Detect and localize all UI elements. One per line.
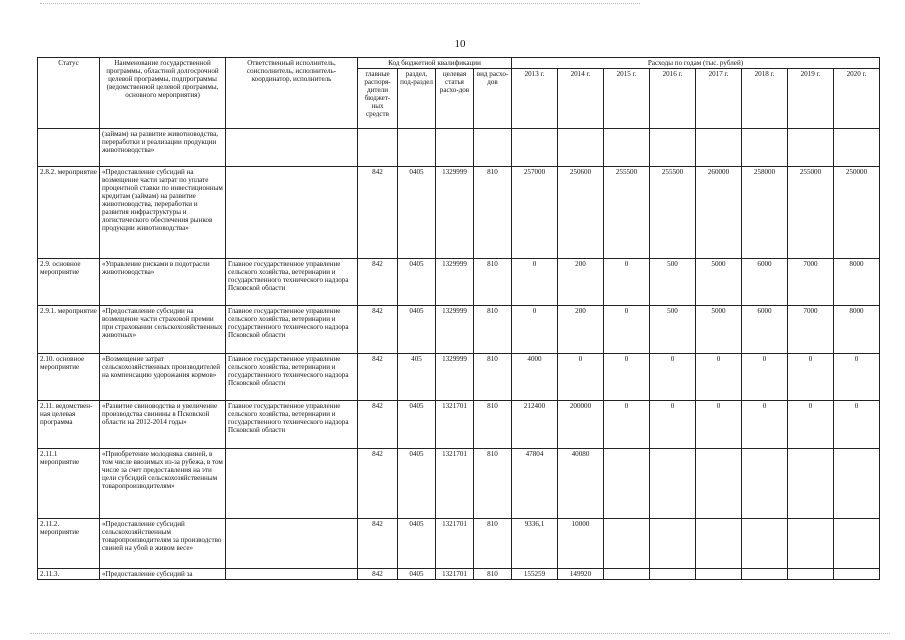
row-value [788, 519, 834, 569]
row-name: «Приобретение молодняка свиней, в том числе ввозимых из-за рубежа, в том числе за счет предоставления на эти цели субсидий сельскохозяйственным товаропроизводителям» [100, 449, 226, 519]
row-value: 255500 [650, 167, 696, 259]
row-status [38, 129, 100, 167]
row-value: 255500 [604, 167, 650, 259]
row-value [604, 519, 650, 569]
row-value [788, 129, 834, 167]
row-value: 0 [742, 354, 788, 401]
row-value: 500 [650, 259, 696, 306]
row-executor: Главное государственное управление сельского хозяйства, ветеринарии и государственного технического надзора Псковской области [226, 259, 358, 306]
row-grbs: 842 [358, 569, 398, 580]
row-value [742, 519, 788, 569]
header-year: 2017 г. [696, 69, 742, 129]
row-section [398, 129, 436, 167]
row-value [834, 129, 880, 167]
row-value: 212400 [512, 401, 558, 449]
row-value: 500 [650, 306, 696, 354]
row-value: 8000 [834, 306, 880, 354]
row-value [650, 569, 696, 580]
table-row [38, 306, 880, 354]
header-target-article: целевая статья расхо-дов [436, 69, 474, 129]
row-value: 7000 [788, 259, 834, 306]
row-type: 810 [474, 306, 512, 354]
row-name: «Предоставление субсидий на возмещение части затрат по уплате процентной ставки по инвестиционным кредитам (займам) на развитие животноводства, переработки и развития инфраструктуры и логистического обеспечения рынков продукции животноводства» [100, 167, 226, 259]
row-section: 0405 [398, 259, 436, 306]
row-value: 6000 [742, 306, 788, 354]
row-value: 0 [512, 306, 558, 354]
row-value [650, 519, 696, 569]
row-value: 0 [512, 259, 558, 306]
row-value: 200000 [558, 401, 604, 449]
table-row [38, 519, 880, 569]
row-value: 260000 [696, 167, 742, 259]
row-article: 1329999 [436, 167, 474, 259]
table-row [38, 129, 880, 167]
header-status: Статус [38, 58, 100, 129]
row-value [742, 449, 788, 519]
row-value [834, 449, 880, 519]
row-name: «Возмещение затрат сельскохозяйственных производителей на компенсацию удорожания кормов» [100, 354, 226, 401]
table-row [38, 354, 880, 401]
header-expenses: Расходы по годам (тыс. рублей) [512, 58, 880, 69]
header-executor: Ответственный исполнитель, соисполнитель, исполнитель-координатор, исполнитель [226, 58, 358, 129]
row-value [834, 519, 880, 569]
row-value: 0 [558, 354, 604, 401]
row-value [742, 569, 788, 580]
row-value [742, 129, 788, 167]
row-grbs [358, 129, 398, 167]
row-article: 1321701 [436, 569, 474, 580]
row-article: 1329999 [436, 306, 474, 354]
row-executor [226, 449, 358, 519]
row-value: 0 [604, 401, 650, 449]
header-section: раздел, под-раздел [398, 69, 436, 129]
row-type: 810 [474, 449, 512, 519]
row-value: 155259 [512, 569, 558, 580]
row-grbs: 842 [358, 306, 398, 354]
row-value [558, 129, 604, 167]
row-status: 2.10. основное мероприятие [38, 354, 100, 401]
row-value [604, 569, 650, 580]
header-grbs: главные распоря-дители бюджет-ных средств [358, 69, 398, 129]
table-row [38, 167, 880, 259]
row-value: 200 [558, 306, 604, 354]
row-section: 405 [398, 354, 436, 401]
row-value: 4000 [512, 354, 558, 401]
row-value [604, 449, 650, 519]
row-value: 0 [742, 401, 788, 449]
row-value: 8000 [834, 259, 880, 306]
row-value: 149920 [558, 569, 604, 580]
row-name: «Предоставление субсидий за [100, 569, 226, 580]
row-value: 0 [604, 259, 650, 306]
row-executor: Главное государственное управление сельского хозяйства, ветеринарии и государственного технического надзора Псковской области [226, 401, 358, 449]
row-status: 2.11.2. мероприятие [38, 519, 100, 569]
row-status: 2.11.1 мероприятие [38, 449, 100, 519]
header-name: Наименование государственной программы, областной долгосрочной целевой программы, подпрограммы (ведомственной целевой программы, основного мероприятия) [100, 58, 226, 129]
row-value: 9336,1 [512, 519, 558, 569]
row-value: 0 [604, 354, 650, 401]
header-year: 2016 г. [650, 69, 696, 129]
table-row [38, 259, 880, 306]
row-value [650, 449, 696, 519]
row-status: 2.9. основное мероприятие [38, 259, 100, 306]
row-section: 0405 [398, 306, 436, 354]
row-article: 1321701 [436, 401, 474, 449]
row-value [788, 569, 834, 580]
row-type: 810 [474, 519, 512, 569]
row-article: 1329999 [436, 354, 474, 401]
row-article: 1321701 [436, 449, 474, 519]
row-value [512, 129, 558, 167]
row-value: 0 [650, 354, 696, 401]
row-type [474, 129, 512, 167]
row-section: 0405 [398, 569, 436, 580]
row-executor: Главное государственное управление сельского хозяйства, ветеринарии и государственного технического надзора Псковской области [226, 306, 358, 354]
row-grbs: 842 [358, 449, 398, 519]
row-grbs: 842 [358, 259, 398, 306]
row-grbs: 842 [358, 401, 398, 449]
row-value [834, 569, 880, 580]
row-value: 255000 [788, 167, 834, 259]
row-value: 200 [558, 259, 604, 306]
row-name: «Предоставление субсидии на возмещение части страховой премии при страховании сельскохозяйственных животных» [100, 306, 226, 354]
page-number: 10 [454, 38, 466, 50]
row-value: 0 [834, 401, 880, 449]
row-article: 1329999 [436, 259, 474, 306]
row-type: 810 [474, 354, 512, 401]
header-year: 2013 г. [512, 69, 558, 129]
table-row [38, 449, 880, 519]
row-section: 0405 [398, 401, 436, 449]
row-value [696, 519, 742, 569]
row-value: 257000 [512, 167, 558, 259]
row-grbs: 842 [358, 354, 398, 401]
row-name: (займам) на развитие животноводства, переработки и реализации продукции животноводства» [100, 129, 226, 167]
row-value: 5000 [696, 259, 742, 306]
row-executor [226, 519, 358, 569]
row-type: 810 [474, 569, 512, 580]
row-value: 0 [696, 401, 742, 449]
row-value: 5000 [696, 306, 742, 354]
row-type: 810 [474, 259, 512, 306]
row-name: «Развитие свиноводства и увеличение производства свинины в Псковской области на 2012-2014 годы» [100, 401, 226, 449]
row-executor: Главное государственное управление сельского хозяйства, ветеринарии и государственного технического надзора Псковской области [226, 354, 358, 401]
row-value: 0 [788, 354, 834, 401]
row-value: 10000 [558, 519, 604, 569]
row-section: 0405 [398, 519, 436, 569]
header-expense-type: вид расхо-дов [474, 69, 512, 129]
row-type: 810 [474, 401, 512, 449]
row-value: 0 [788, 401, 834, 449]
header-year: 2019 г. [788, 69, 834, 129]
row-value: 47804 [512, 449, 558, 519]
row-value: 258000 [742, 167, 788, 259]
row-value [650, 129, 696, 167]
header-year: 2014 г. [558, 69, 604, 129]
table-row [38, 569, 880, 580]
header-year: 2015 г. [604, 69, 650, 129]
row-value [604, 129, 650, 167]
scan-artifact-top [40, 3, 640, 4]
budget-table [37, 57, 880, 580]
row-status: 2.9.1. мероприятие [38, 306, 100, 354]
row-value: 0 [696, 354, 742, 401]
row-value: 250600 [558, 167, 604, 259]
row-name: «Управление рисками в подотрасли животноводства» [100, 259, 226, 306]
row-grbs: 842 [358, 167, 398, 259]
row-section: 0405 [398, 449, 436, 519]
header-year: 2018 г. [742, 69, 788, 129]
header-budget-code: Код бюджетной квалификации [358, 58, 512, 69]
row-value: 40080 [558, 449, 604, 519]
row-status: 2.11. ведомствен-ная целевая программа [38, 401, 100, 449]
row-value [696, 569, 742, 580]
row-value [696, 129, 742, 167]
row-value: 0 [834, 354, 880, 401]
table-row [38, 401, 880, 449]
row-grbs: 842 [358, 519, 398, 569]
row-executor [226, 167, 358, 259]
row-section: 0405 [398, 167, 436, 259]
row-type: 810 [474, 167, 512, 259]
row-value: 0 [604, 306, 650, 354]
row-article [436, 129, 474, 167]
row-executor [226, 129, 358, 167]
row-name: «Предоставление субсидий сельскохозяйственным товаропроизводителям за производство свиней на убой в живом весе» [100, 519, 226, 569]
row-article: 1321701 [436, 519, 474, 569]
row-value [788, 449, 834, 519]
row-status: 2.8.2. мероприятие [38, 167, 100, 259]
row-value: 0 [650, 401, 696, 449]
header-year: 2020 г. [834, 69, 880, 129]
row-value: 7000 [788, 306, 834, 354]
row-value: 6000 [742, 259, 788, 306]
scan-artifact-bottom [30, 633, 890, 634]
row-value [696, 449, 742, 519]
row-executor [226, 569, 358, 580]
row-status: 2.11.3. [38, 569, 100, 580]
row-value: 250000 [834, 167, 880, 259]
